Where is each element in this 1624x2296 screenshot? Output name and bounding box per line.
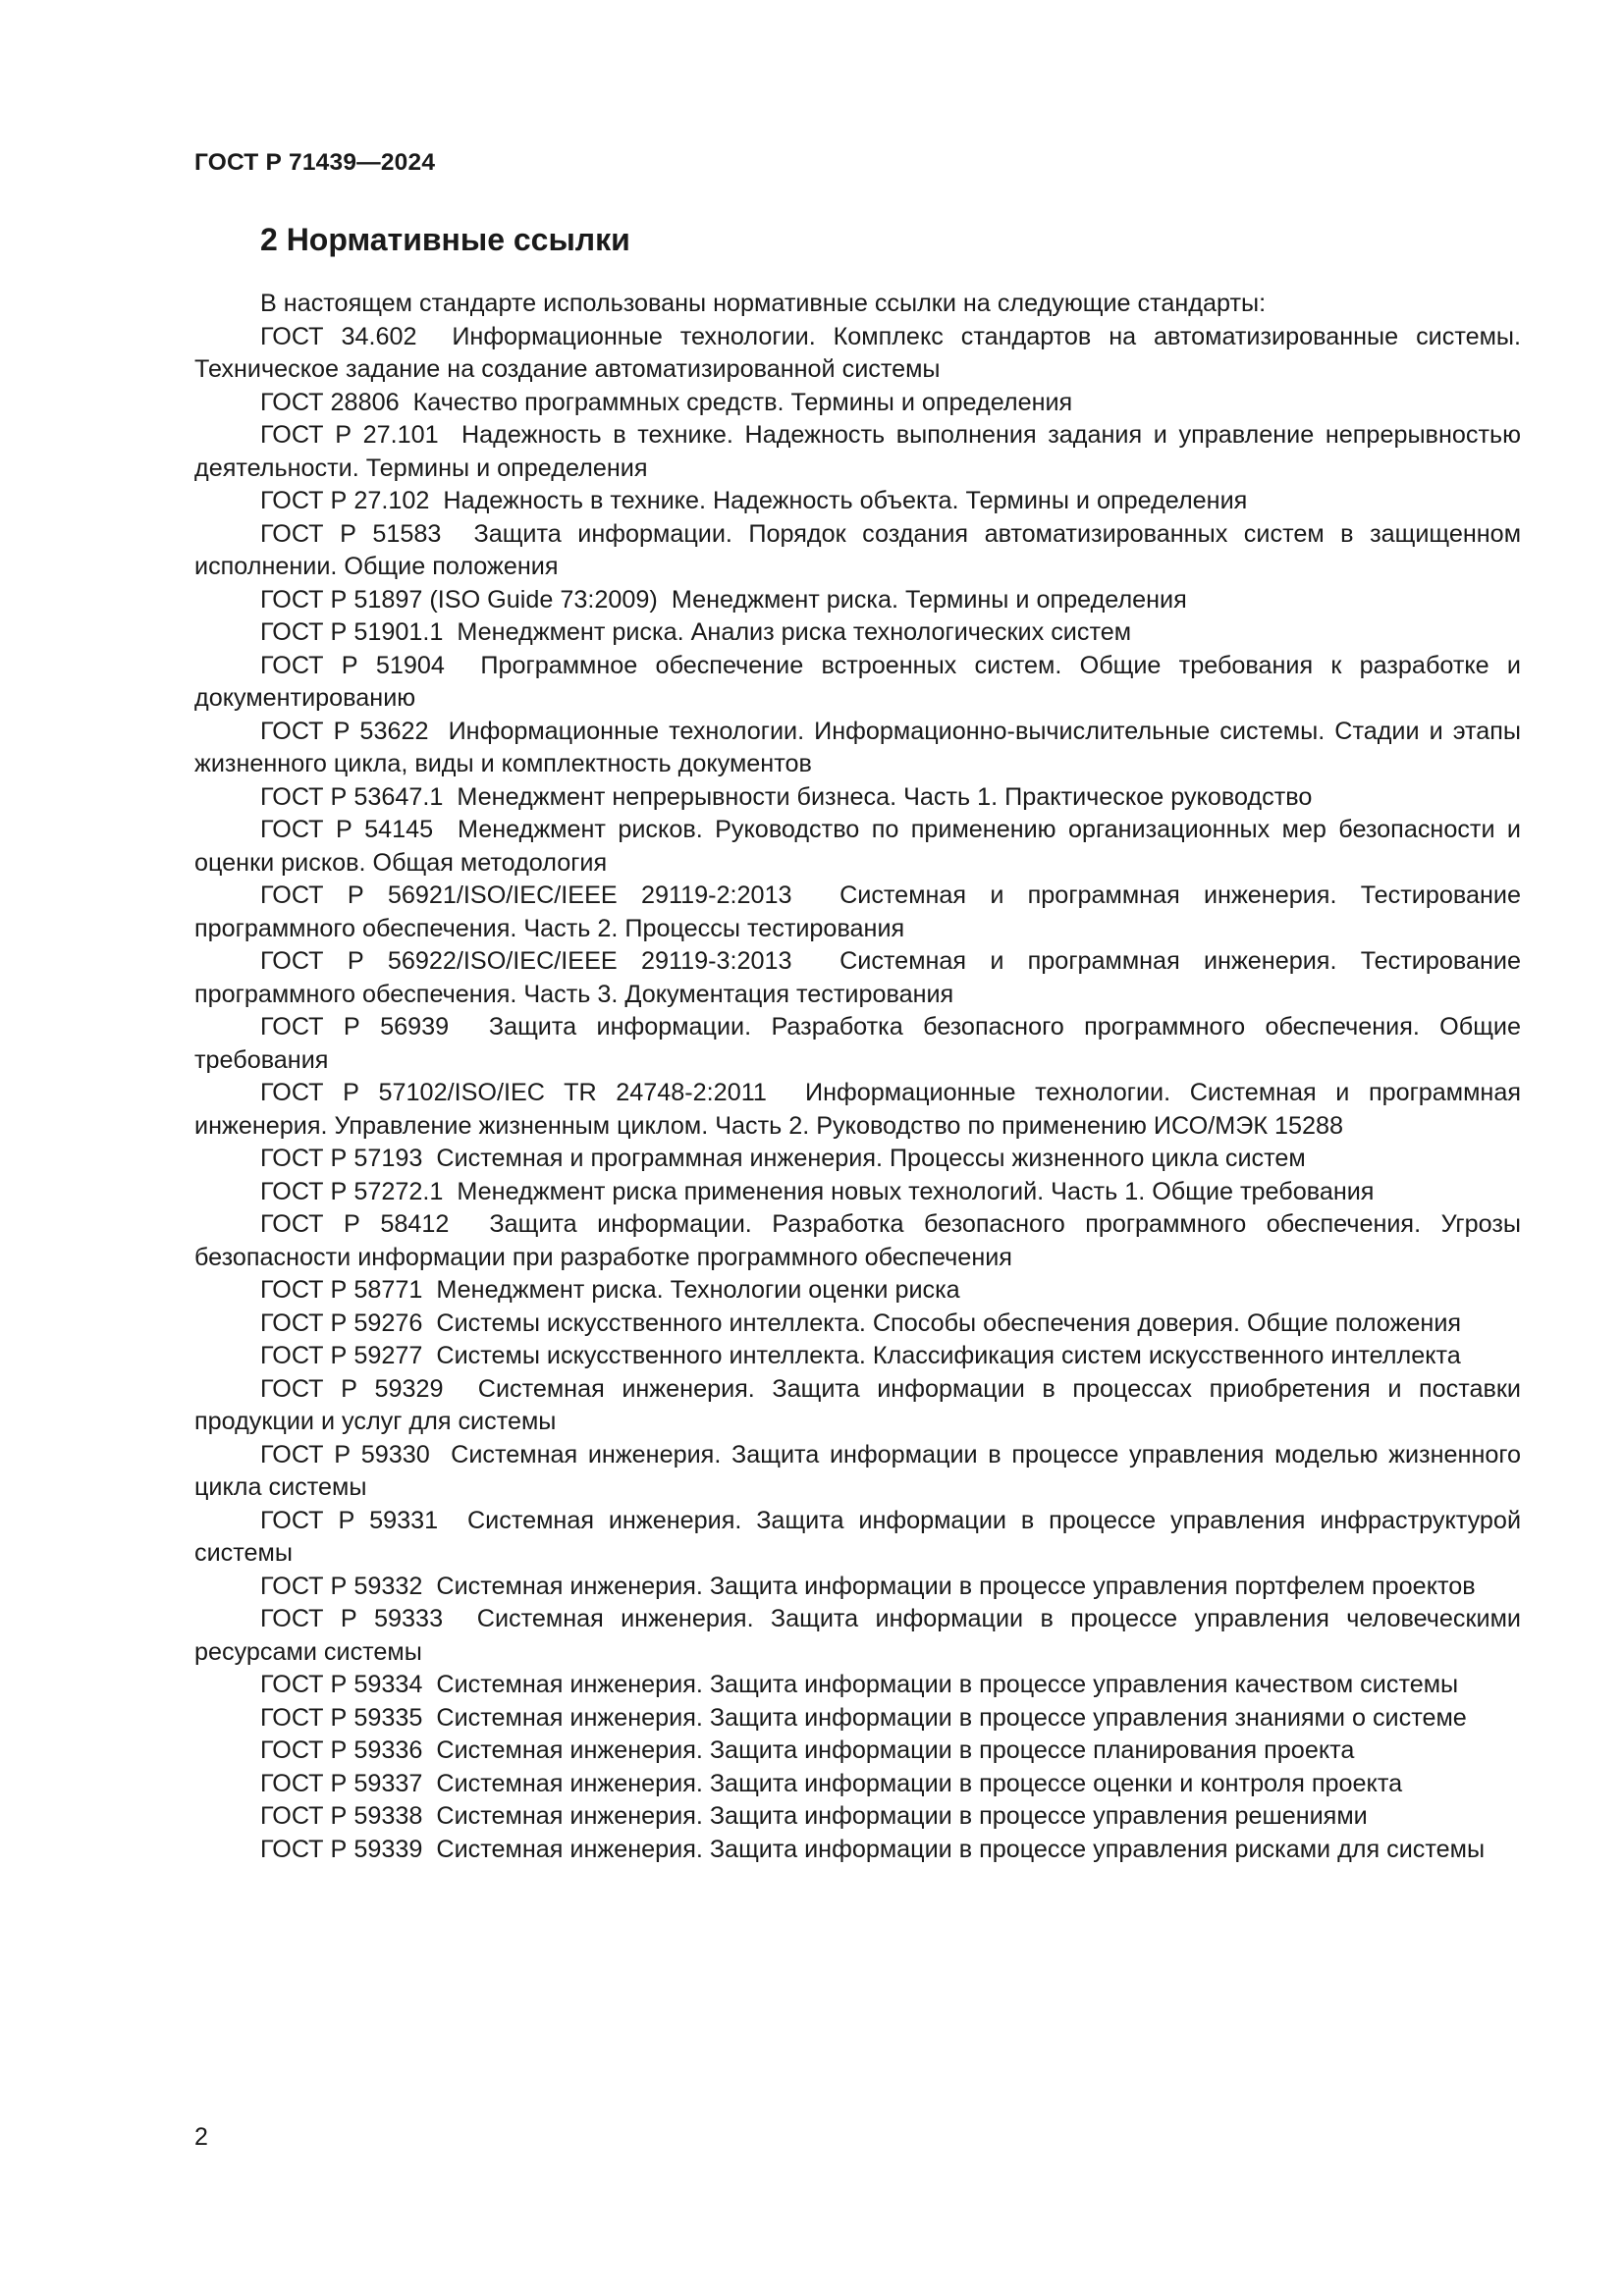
reference-item — [194, 1011, 1521, 1077]
reference-code: ГОСТ Р 56921/ISO/IEC/IEEE 29119-2:2013 — [260, 881, 792, 909]
reference-title: Менеджмент риска. Технологии оценки риска — [436, 1276, 960, 1304]
reference-title: Надежность в технике. Надежность выполнения задания и управление непрерывностью деятельности. Термины и определения — [194, 421, 1522, 482]
reference-item — [194, 1208, 1521, 1274]
reference-list — [194, 321, 1521, 1867]
reference-title: Менеджмент рисков. Руководство по применению организационных мер безопасности и оценки рисков. Общая методология — [194, 816, 1522, 877]
reference-code: ГОСТ Р 59339 — [260, 1835, 423, 1863]
reference-item — [194, 945, 1521, 1011]
reference-title: Системная инженерия. Защита информации в процессе управления рисками для системы — [436, 1835, 1486, 1863]
reference-title: Системная и программная инженерия. Тестирование программного обеспечения. Часть 2. Процессы тестирования — [194, 881, 1521, 942]
reference-item — [194, 1735, 1521, 1768]
reference-title: Системная инженерия. Защита информации в процессе планирования проекта — [436, 1736, 1355, 1764]
reference-code: ГОСТ Р 59334 — [260, 1671, 423, 1698]
reference-item — [194, 1669, 1521, 1702]
reference-code: ГОСТ Р 54145 — [260, 816, 434, 843]
reference-code: ГОСТ Р 59277 — [260, 1342, 423, 1369]
reference-item — [194, 1571, 1521, 1604]
reference-title: Системная инженерия. Защита информации в процессе управления решениями — [436, 1802, 1368, 1830]
reference-code: ГОСТ Р 27.101 — [260, 421, 439, 449]
reference-title: Менеджмент риска. Анализ риска технологических систем — [457, 618, 1132, 646]
reference-title: Системы искусственного интеллекта. Классификация систем искусственного интеллекта — [436, 1342, 1461, 1369]
reference-title: Системная инженерия. Защита информации в процессе управления человеческими ресурсами системы — [194, 1605, 1521, 1666]
reference-title: Системная инженерия. Защита информации в процессе управления знаниями о системе — [436, 1703, 1467, 1732]
section-title: 2 Нормативные ссылки — [260, 222, 630, 257]
reference-code: ГОСТ Р 59331 — [260, 1506, 439, 1534]
reference-title: Программное обеспечение встроенных систем. Общие требования к разработке и документированию — [194, 651, 1521, 712]
reference-title: Защита информации. Разработка безопасного программного обеспечения. Угрозы безопасности информации при разработке программного обеспечения — [194, 1210, 1522, 1271]
reference-item — [194, 1505, 1521, 1571]
reference-title: Системная инженерия. Защита информации в процессах приобретения и поставки продукции и услуг для системы — [194, 1374, 1521, 1435]
reference-item — [194, 814, 1521, 880]
reference-code: ГОСТ Р 59337 — [260, 1769, 423, 1797]
reference-code: ГОСТ Р 57272.1 — [260, 1177, 444, 1205]
reference-code: ГОСТ Р 59276 — [260, 1308, 423, 1337]
reference-title: Системы искусственного интеллекта. Способы обеспечения доверия. Общие положения — [436, 1308, 1462, 1337]
reference-item — [194, 1439, 1521, 1505]
reference-code: ГОСТ Р 51897 (ISO Guide 73:2009) — [260, 585, 658, 614]
reference-item — [194, 781, 1521, 815]
reference-item — [194, 616, 1521, 650]
reference-code: ГОСТ 28806 — [260, 388, 400, 416]
section-body — [194, 288, 1521, 1866]
reference-title: Системная инженерия. Защита информации в процессе оценки и контроля проекта — [436, 1769, 1403, 1797]
reference-title: Менеджмент риска. Термины и определения — [671, 585, 1187, 614]
reference-code: ГОСТ Р 51904 — [260, 651, 445, 679]
reference-title: Надежность в технике. Надежность объекта. Термины и определения — [443, 487, 1248, 514]
reference-code: ГОСТ Р 58412 — [260, 1210, 450, 1238]
reference-item — [194, 1308, 1521, 1341]
reference-code: ГОСТ Р 59335 — [260, 1703, 423, 1732]
reference-code: ГОСТ Р 59336 — [260, 1736, 423, 1764]
reference-title: Качество программных средств. Термины и определения — [412, 388, 1073, 416]
reference-item — [194, 1373, 1521, 1439]
reference-title: Информационные технологии. Комплекс стандартов на автоматизированные системы. Техническое задание на создание автоматизированной системы — [194, 322, 1522, 383]
reference-item — [194, 1340, 1521, 1373]
reference-code: ГОСТ Р 51901.1 — [260, 618, 444, 646]
reference-item — [194, 1274, 1521, 1308]
reference-item — [194, 650, 1521, 716]
reference-item — [194, 1603, 1521, 1669]
reference-code: ГОСТ Р 57102/ISO/IEC TR 24748-2:2011 — [260, 1079, 767, 1106]
reference-title: Системная инженерия. Защита информации в процессе управления портфелем проектов — [436, 1572, 1476, 1600]
reference-code: ГОСТ 34.602 — [260, 322, 417, 350]
reference-title: Системная инженерия. Защита информации в процессе управления инфраструктурой системы — [194, 1506, 1522, 1567]
reference-code: ГОСТ Р 53647.1 — [260, 782, 444, 811]
reference-code: ГОСТ Р 59329 — [260, 1374, 444, 1403]
reference-item — [194, 716, 1521, 781]
reference-title: Менеджмент риска применения новых технологий. Часть 1. Общие требования — [457, 1177, 1375, 1205]
reference-item — [194, 1176, 1521, 1209]
reference-item — [194, 1800, 1521, 1834]
reference-code: ГОСТ Р 57193 — [260, 1145, 423, 1172]
reference-item — [194, 1768, 1521, 1801]
reference-title: Защита информации. Разработка безопасного программного обеспечения. Общие требования — [194, 1013, 1522, 1074]
reference-item — [194, 1077, 1521, 1143]
reference-code: ГОСТ Р 59333 — [260, 1605, 444, 1632]
reference-title: Системная инженерия. Защита информации в процессе управления моделью жизненного цикла системы — [194, 1440, 1521, 1501]
reference-title: Системная и программная инженерия. Процессы жизненного цикла систем — [436, 1145, 1306, 1172]
reference-item — [194, 518, 1521, 584]
reference-item — [194, 1143, 1521, 1176]
reference-title: Системная инженерия. Защита информации в процессе управления качеством системы — [436, 1671, 1459, 1698]
reference-item — [194, 419, 1521, 485]
reference-item — [194, 880, 1521, 945]
reference-item — [194, 1702, 1521, 1735]
reference-code: ГОСТ Р 59330 — [260, 1440, 430, 1468]
document-code-header: ГОСТ Р 71439—2024 — [194, 149, 436, 176]
reference-title: Защита информации. Порядок создания автоматизированных систем в защищенном исполнении. Общие положения — [194, 519, 1522, 580]
page-number: 2 — [194, 2123, 208, 2151]
reference-code: ГОСТ Р 59338 — [260, 1802, 423, 1830]
intro-paragraph: В настоящем стандарте использованы нормативные ссылки на следующие стандарты: — [260, 290, 1267, 317]
reference-item — [194, 1834, 1521, 1867]
reference-item — [194, 387, 1521, 420]
reference-code: ГОСТ Р 51583 — [260, 519, 442, 548]
reference-code: ГОСТ Р 59332 — [260, 1572, 423, 1600]
reference-code: ГОСТ Р 56922/ISO/IEC/IEEE 29119-3:2013 — [260, 947, 792, 975]
reference-code: ГОСТ Р 56939 — [260, 1013, 450, 1041]
reference-item — [194, 584, 1521, 617]
reference-item — [194, 485, 1521, 518]
reference-title: Системная и программная инженерия. Тестирование программного обеспечения. Часть 3. Документация тестирования — [194, 947, 1521, 1008]
reference-code: ГОСТ Р 53622 — [260, 717, 429, 745]
reference-title: Информационные технологии. Системная и программная инженерия. Управление жизненным циклом. Часть 2. Руководство по применению ИСО/МЭК 15288 — [194, 1079, 1521, 1140]
reference-code: ГОСТ Р 27.102 — [260, 487, 430, 514]
reference-title: Информационные технологии. Информационно-вычислительные системы. Стадии и этапы жизненного цикла, виды и комплектность документов — [194, 717, 1522, 777]
reference-item — [194, 321, 1521, 387]
reference-title: Менеджмент непрерывности бизнеса. Часть 1. Практическое руководство — [457, 782, 1313, 811]
reference-code: ГОСТ Р 58771 — [260, 1276, 423, 1304]
